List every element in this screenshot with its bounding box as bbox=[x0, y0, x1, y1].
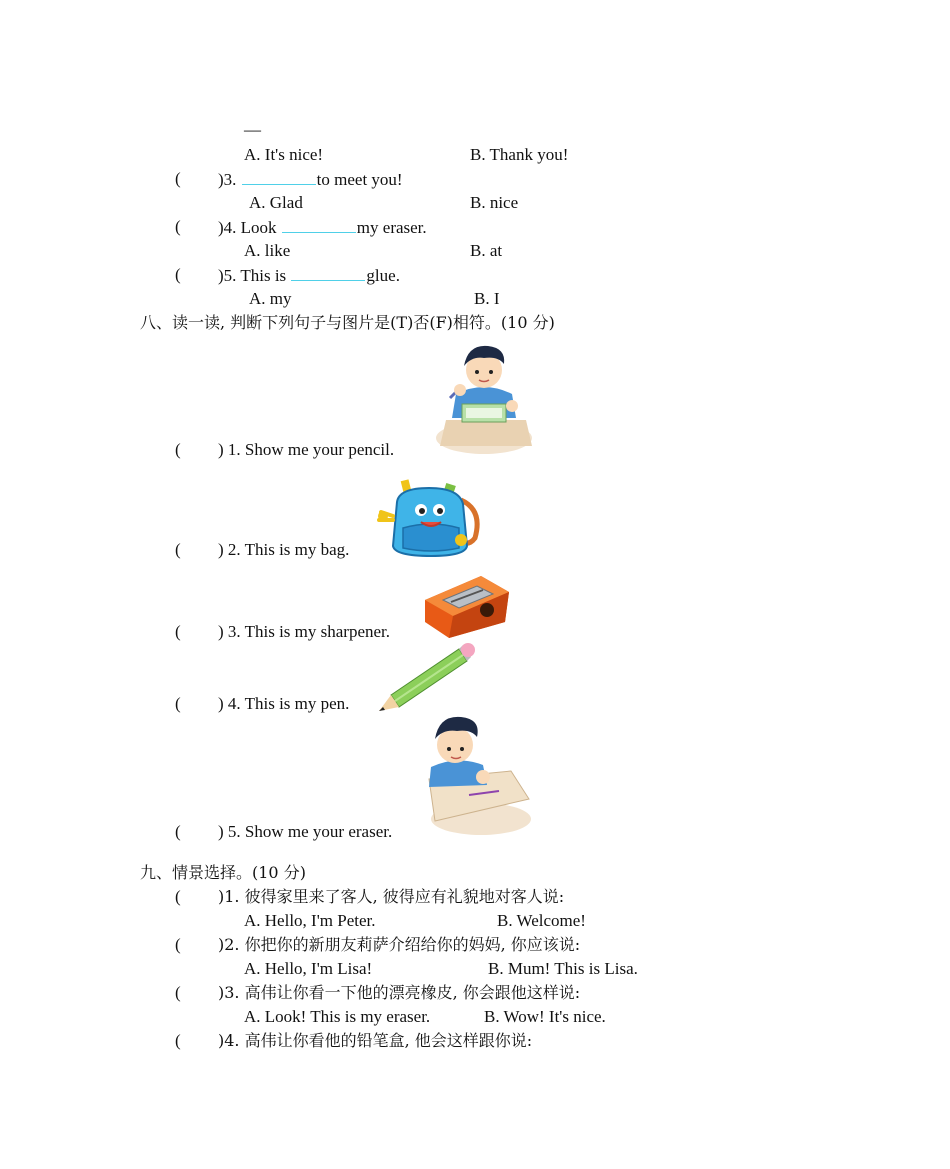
q3-paren: ( bbox=[175, 169, 181, 188]
s9-q1-paren: ( bbox=[175, 887, 181, 906]
q4-number: )4. Look bbox=[218, 218, 277, 237]
q3-number: )3. bbox=[218, 170, 237, 189]
s8-item4-text: ) 4. This is my pen. bbox=[218, 694, 350, 713]
s9-q2-option-a: A. Hello, I'm Lisa! bbox=[244, 959, 373, 978]
q5-blank bbox=[291, 265, 365, 281]
q4-option-b: B. at bbox=[470, 241, 503, 260]
q3-after: to meet you! bbox=[316, 170, 403, 189]
q3-stem bbox=[218, 169, 403, 190]
s9-q2-paren: ( bbox=[175, 935, 181, 954]
q4-blank bbox=[282, 217, 356, 233]
q4-option-a: A. like bbox=[244, 241, 291, 260]
s8-item3-paren: ( bbox=[175, 622, 181, 641]
q4-paren: ( bbox=[175, 217, 181, 236]
q5-after: glue. bbox=[366, 266, 400, 285]
sharpener-icon bbox=[421, 570, 513, 640]
q5-stem bbox=[218, 265, 400, 286]
q2-option-a: A. It's nice! bbox=[244, 145, 324, 164]
q4-after: my eraser. bbox=[356, 218, 427, 237]
s9-q2-text: )2. 你把你的新朋友莉萨介绍给你的妈妈, 你应该说: bbox=[218, 935, 581, 954]
s8-item3-text: ) 3. This is my sharpener. bbox=[218, 622, 391, 641]
pencil-icon bbox=[375, 641, 477, 713]
section9-title: 九、情景选择。(10 分) bbox=[140, 863, 306, 882]
s8-item2-text: ) 2. This is my bag. bbox=[218, 540, 350, 559]
s9-q1-option-b: B. Welcome! bbox=[497, 911, 586, 930]
s9-q4-text: )4. 高伟让你看他的铅笔盒, 他会这样跟你说: bbox=[218, 1031, 533, 1050]
s9-q3-option-b: B. Wow! It's nice. bbox=[484, 1007, 606, 1026]
s9-q1-option-a: A. Hello, I'm Peter. bbox=[244, 911, 376, 930]
q2-option-b: B. Thank you! bbox=[470, 145, 569, 164]
s8-item4-paren: ( bbox=[175, 694, 181, 713]
s8-item5-text: ) 5. Show me your eraser. bbox=[218, 822, 393, 841]
q3-option-a: A. Glad bbox=[249, 193, 303, 212]
q3-blank bbox=[242, 169, 316, 185]
s9-q1-text: )1. 彼得家里来了客人, 彼得应有礼貌地对客人说: bbox=[218, 887, 565, 906]
q5-number: )5. This is bbox=[218, 266, 287, 285]
q5-option-a: A. my bbox=[249, 289, 292, 308]
s9-q2-option-b: B. Mum! This is Lisa. bbox=[488, 959, 638, 978]
q4-stem bbox=[218, 217, 427, 238]
s8-item1-paren: ( bbox=[175, 440, 181, 459]
section8-title: 八、读一读, 判断下列句子与图片是(T)否(F)相符。(10 分) bbox=[140, 313, 555, 332]
answer-dash: — bbox=[244, 120, 261, 139]
boy-writing-icon bbox=[432, 334, 536, 456]
boy-erasing-icon bbox=[421, 711, 533, 837]
s8-item5-paren: ( bbox=[175, 822, 181, 841]
s9-q3-paren: ( bbox=[175, 983, 181, 1002]
s8-item1-text: ) 1. Show me your pencil. bbox=[218, 440, 395, 459]
s8-item2-paren: ( bbox=[175, 540, 181, 559]
s9-q3-option-a: A. Look! This is my eraser. bbox=[244, 1007, 431, 1026]
s9-q4-paren: ( bbox=[175, 1031, 181, 1050]
s9-q3-text: )3. 高伟让你看一下他的漂亮橡皮, 你会跟他这样说: bbox=[218, 983, 581, 1002]
schoolbag-icon bbox=[377, 476, 485, 558]
q3-option-b: B. nice bbox=[470, 193, 519, 212]
q5-paren: ( bbox=[175, 265, 181, 284]
q5-option-b: B. I bbox=[474, 289, 500, 308]
